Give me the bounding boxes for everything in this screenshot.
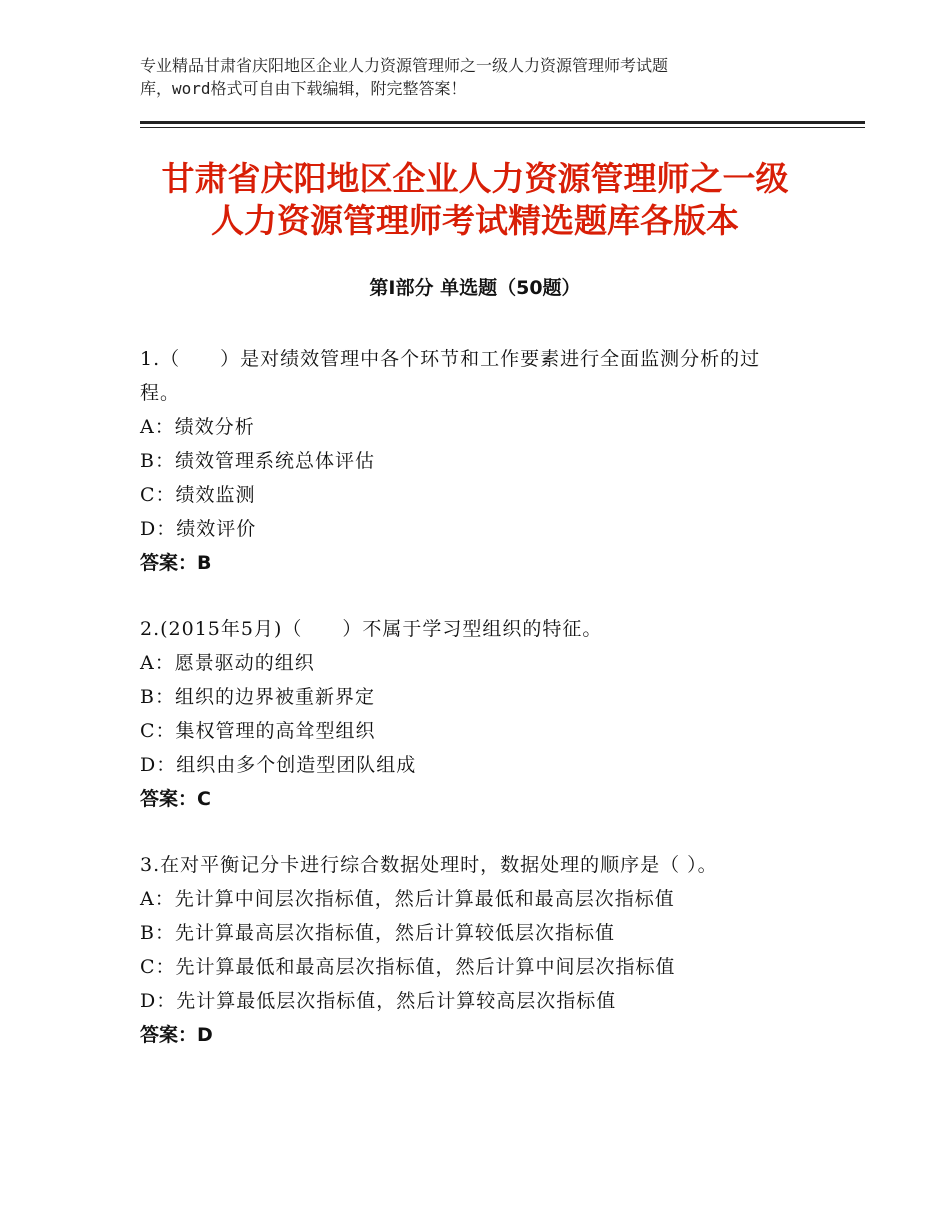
option-c: C：集权管理的高耸型组织	[140, 720, 376, 742]
document-title	[100, 158, 850, 242]
question-stem	[140, 342, 820, 410]
option-b: B：绩效管理系统总体评估	[140, 450, 375, 472]
option-a: A：先计算中间层次指标值，然后计算最低和最高层次指标值	[140, 888, 675, 910]
option-d: D：组织由多个创造型团队组成	[140, 754, 417, 776]
question-1	[140, 342, 820, 580]
option-c: C：绩效监测	[140, 484, 256, 506]
option-b: B：组织的边界被重新界定	[140, 686, 375, 708]
answer-label: 答案：B	[140, 552, 212, 574]
question-stem: 2.(2015年5月)（ ）不属于学习型组织的特征。	[140, 618, 603, 640]
document-title-line-2: 人力资源管理师考试精选题库各版本	[211, 201, 739, 240]
question-stem-line: 程。	[140, 382, 181, 404]
document-header-note	[140, 54, 780, 100]
document-title-line-1: 甘肃省庆阳地区企业人力资源管理师之一级	[161, 159, 789, 198]
question-3	[140, 848, 820, 1052]
header-note-line-1: 专业精品甘肃省庆阳地区企业人力资源管理师之一级人力资源管理师考试题	[140, 56, 669, 75]
option-c: C：先计算最低和最高层次指标值，然后计算中间层次指标值	[140, 956, 676, 978]
header-note-line-2: 库，word格式可自由下载编辑，附完整答案！	[140, 79, 467, 98]
header-divider-thin	[140, 127, 865, 128]
question-2	[140, 612, 820, 816]
answer-label: 答案：C	[140, 788, 211, 810]
option-a: A：愿景驱动的组织	[140, 652, 315, 674]
answer-label: 答案：D	[140, 1024, 213, 1046]
question-list	[140, 342, 820, 1084]
question-stem: 3.在对平衡记分卡进行综合数据处理时，数据处理的顺序是（ ）。	[140, 854, 718, 876]
option-d: D：先计算最低层次指标值，然后计算较高层次指标值	[140, 990, 617, 1012]
option-b: B：先计算最高层次指标值，然后计算较低层次指标值	[140, 922, 615, 944]
option-d: D：绩效评价	[140, 518, 257, 540]
question-stem-line: 1.（ ）是对绩效管理中各个环节和工作要素进行全面监测分析的过	[140, 348, 761, 370]
section-heading: 第Ⅰ部分 单选题（50题）	[369, 277, 581, 299]
option-a: A：绩效分析	[140, 416, 255, 438]
header-divider-thick	[140, 121, 865, 124]
